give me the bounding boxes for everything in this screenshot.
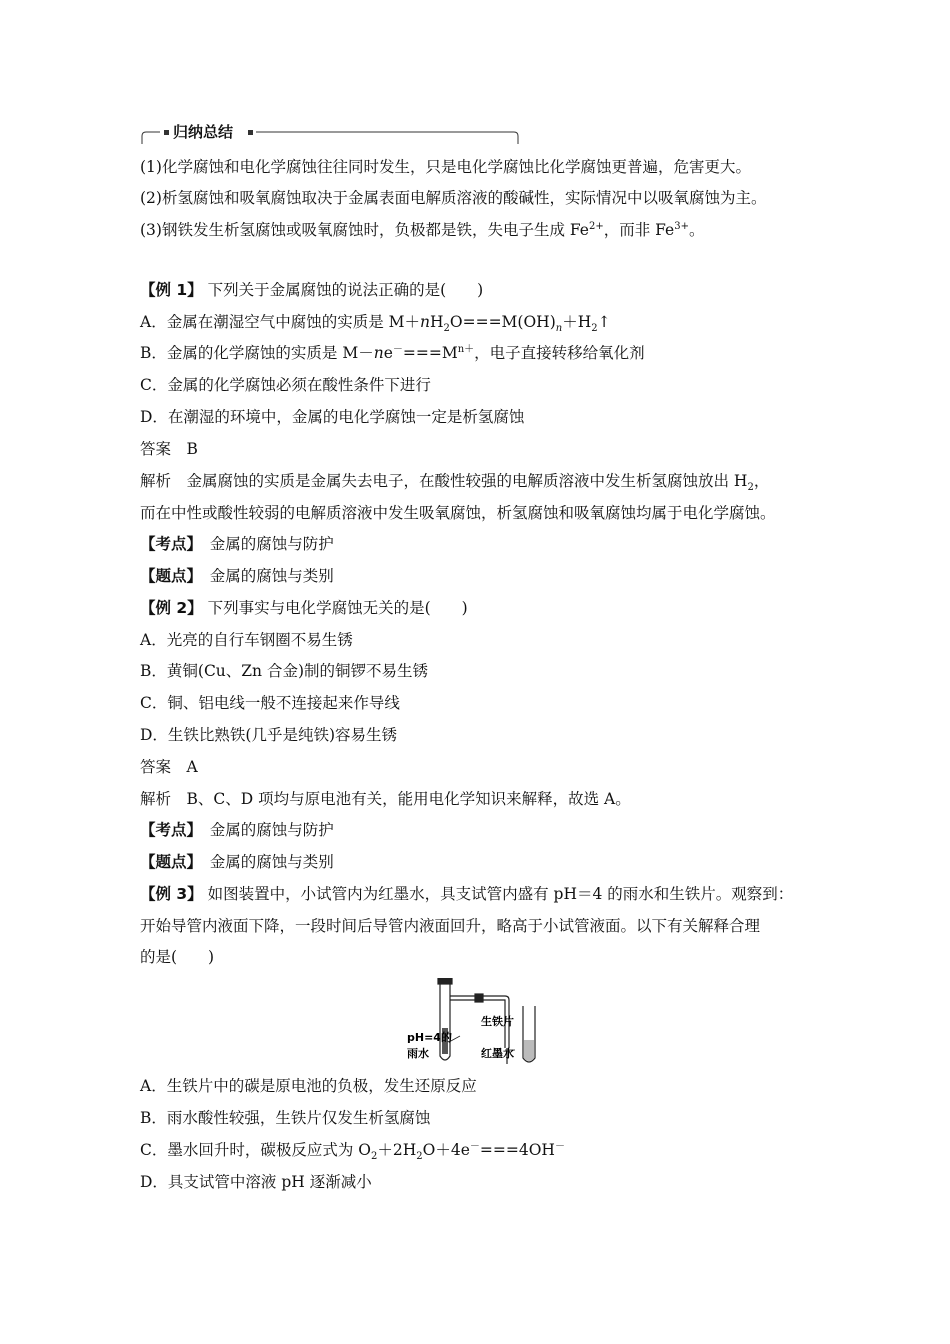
example-3-option-b: B．雨水酸性较强，生铁片仅发生析氢腐蚀 — [140, 1109, 431, 1127]
label-rain-line-1: pH=4的 — [407, 1031, 452, 1044]
summary-point-2: (2)析氢腐蚀和吸氧腐蚀取决于金属表面电解质溶液的酸碱性，实际情况中以吸氧腐蚀为主。 — [140, 189, 767, 207]
example-1-tidian: 【题点】 金属的腐蚀与类别 — [140, 567, 334, 585]
example-1-tag: 【例 1】 — [140, 281, 203, 299]
example-1-answer: 答案 B — [140, 440, 198, 458]
label-red-ink: 红墨水 — [481, 1047, 514, 1060]
example-1-option-b: B．金属的化学腐蚀的实质是 $M-ne^-===M^{n+}$，电子直接转移给氧化剂 — [140, 343, 645, 362]
example-1-option-a: A．金属在潮湿空气中腐蚀的实质是 $M+nH_2O===M(OH)_n+H_2↑$ — [140, 313, 611, 335]
example-2-tag: 【例 2】 — [140, 599, 203, 617]
example-2-option-b: B．黄铜(Cu、Zn 合金)制的铜锣不易生锈 — [140, 662, 429, 680]
example-2-kaodian: 【考点】 金属的腐蚀与防护 — [140, 821, 334, 839]
example-3-option-a: A．生铁片中的碳是原电池的负极，发生还原反应 — [140, 1077, 477, 1095]
example-1-option-d: D．在潮湿的环境中，金属的电化学腐蚀一定是析氢腐蚀 — [140, 408, 525, 426]
example-1-option-c: C．金属的化学腐蚀必须在酸性条件下进行 — [140, 376, 431, 394]
example-2-option-d: D．生铁比熟铁(几乎是纯铁)容易生锈 — [140, 726, 398, 744]
example-2-option-c: C．铜、铝电线一般不连接起来作导线 — [140, 694, 400, 712]
example-3-option-c: C．墨水回升时，碳极反应式为 $O_2+2H_2O+4e^-===4OH^-$ — [140, 1140, 565, 1163]
example-1-question: 【例 1】 下列关于金属腐蚀的说法正确的是( ) — [140, 281, 484, 299]
summary-point-1: (1)化学腐蚀和电化学腐蚀往往同时发生，只是电化学腐蚀比化学腐蚀更普遍，危害更大。 — [140, 158, 751, 176]
example-1-analysis-line-2: 而在中性或酸性较弱的电解质溶液中发生吸氧腐蚀，析氢腐蚀和吸氧腐蚀均属于电化学腐蚀。 — [140, 504, 776, 522]
red-ink-liquid — [524, 1040, 534, 1061]
label-rain-line-2: 雨水 — [407, 1047, 429, 1060]
apparatus-figure — [405, 978, 555, 1066]
label-iron: 生铁片 — [481, 1015, 514, 1028]
example-3-tag: 【例 3】 — [140, 885, 203, 903]
summary-point-3: (3)钢铁发生析氢腐蚀或吸氧腐蚀时，负极都是铁，失电子生成 $Fe^{2+}$，而非 $Fe^{3+}$。 — [140, 220, 705, 239]
example-2-analysis: 解析 B、C、D 项均与原电池有关，能用电化学知识来解释，故选 A。 — [140, 790, 631, 808]
example-3-question-line-2: 开始导管内液面下降，一段时间后导管内液面回升，略高于小试管液面。以下有关解释合理 — [140, 917, 761, 935]
example-1-analysis-line-1: 解析 金属腐蚀的实质是金属失去电子，在酸性较强的电解质溶液中发生析氢腐蚀放出 $H_2$， — [140, 472, 770, 494]
example-3-question-line-3: 的是( ) — [140, 948, 215, 966]
example-2-option-a: A．光亮的自行车钢圈不易生锈 — [140, 631, 353, 649]
summary-title: 归纳总结 — [170, 121, 236, 142]
example-1-kaodian: 【考点】 金属的腐蚀与防护 — [140, 535, 334, 553]
example-3-option-d: D．具支试管中溶液 pH 逐渐减小 — [140, 1173, 372, 1191]
example-2-question: 【例 2】 下列事实与电化学腐蚀无关的是( ) — [140, 599, 468, 617]
example-3-question-line-1: 【例 3】 如图装置中，小试管内为红墨水，具支试管内盛有 pH＝4 的雨水和生铁片。观察到： — [140, 885, 794, 903]
example-2-tidian: 【题点】 金属的腐蚀与类别 — [140, 853, 334, 871]
example-2-answer: 答案 A — [140, 758, 198, 776]
